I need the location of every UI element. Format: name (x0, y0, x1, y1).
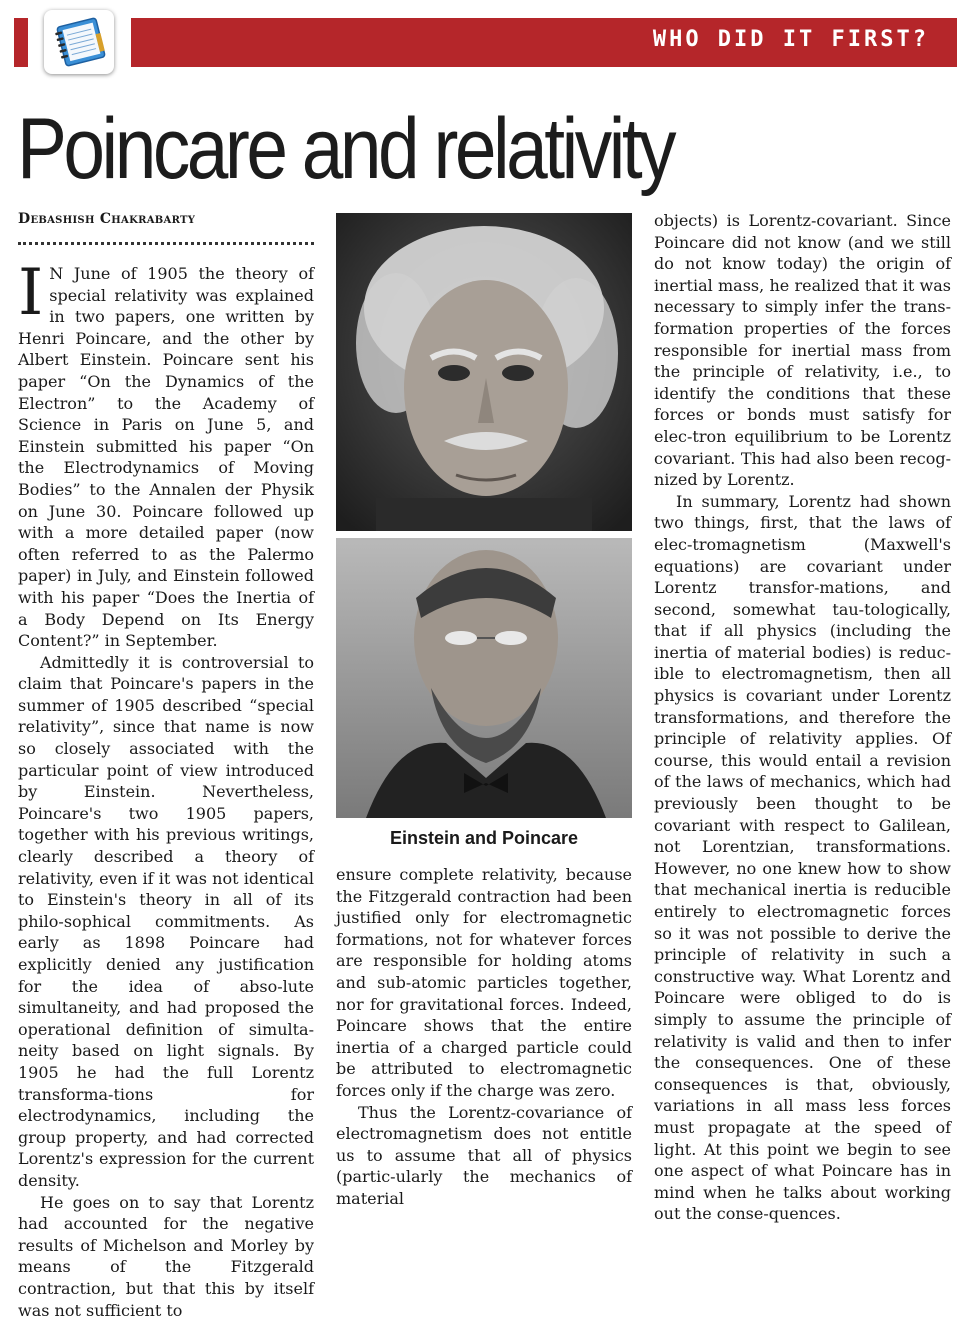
paragraph: In summary, Lorentz had shown two things, first, that the laws of elec-tromagnetism (Maxwell's equations) are covariant under Lorentz transfor-mations, and second, somewhat tau-tologically, that if all physics (including the inertia of material bodies) is reduc-ible to electromagnetism, then all physics is covariant under Lorentz transformations, and therefore the principle of relativity applies. Of course, this would entail a revision of the laws of mechanics, which had previously been thought to be covariant with respect to Galilean, not Lorentzian, transformations. However, no one knew how to show that mechanical inertia is reducible entirely to electromagnetic forces so it was not possible to derive the principle of relativity in such a constructive way. What Lorentz and Poincare were obliged to do is simply to assume the principle of relativity is valid and then to infer the consequences. One of these consequences is that, obviously, variations in all mass less forces must propagate at the speed of light. At this point we begin to see one aspect of what Poincare has in mind when he talks about working out the conse-quences. (654, 491, 951, 1224)
paragraph: He goes on to say that Lorentz had accounted for the negative results of Michelson and Morley by means of the Fitzgerald contraction, but that this by itself was not sufficient to (18, 1192, 314, 1320)
article-column-3 (654, 210, 951, 1225)
photo-caption: Einstein and Poincare (389, 828, 579, 848)
paragraph: I N June of 1905 the theory of special relativity was explained in two papers, one written by Henri Poincare, and the other by Albert Einstein. Poincare sent his paper “On the Dynamics of the Electron” to the Academy of Science in Paris on June 5, and Einstein submitted his paper “On the Electrodynamics of Moving Bodies” to the Annalen der Physik on June 30. Poincare followed up with a more detailed paper (now often referred to as the Palermo paper) in July, and Einstein followed with his paper “Does the Inertia of a Body Depend on Its Energy Content?” in September. (18, 256, 314, 651)
section-label: WHO DID IT FIRST? (652, 27, 929, 52)
notebook-icon (44, 10, 114, 74)
article-column-1 (18, 256, 314, 1321)
drop-cap: I (18, 256, 44, 330)
poincare-photo (336, 538, 632, 818)
paragraph: ensure complete relativity, because the Fitzgerald contraction had been justified only for electromagnetic formations, not for whatever forces are responsible for holding atoms and sub-atomic particles together, nor for gravitational forces. Indeed, Poincare shows that the entire inertia of a charged particle could be attributed to electromagnetic forces only if the charge was zero. (336, 865, 632, 1100)
article-column-2 (336, 864, 632, 1210)
dotted-divider (18, 239, 314, 245)
paragraph: Admittedly it is controversial to claim that Poincare's papers in the summer of 1905 described “special relativity”, since that name is now so closely associated with the particular point of view introduced by Einstein. Nevertheless, Poincare's two 1905 papers, together with his previous writings, clearly described a theory of relativity, even if it was not identical to Einstein's theory in all of its philo-sophical commitments. As early as 1898 Poincare had explicitly denied any justification for the idea of abso-lute simultaneity, and had proposed the operational definition of simulta-neity based on light signals. By 1905 he had the full Lorentz transforma-tions for electrodynamics, including the group property, and had corrected Lorentz's expression for the current density. (18, 652, 314, 1190)
einstein-photo (336, 213, 632, 531)
article-title: Poincare and relativity (17, 101, 674, 197)
author-byline: Debashish Chakrabarty (18, 211, 196, 227)
header-accent-bar (14, 18, 28, 67)
paragraph: objects) is Lorentz-covariant. Since Poincare did not know (and we still do not know today) the origin of inertial mass, he realized that it was necessary to simply infer the trans-formation properties of the forces responsible for inertial mass from the principle of relativity, i.e., to identify the conditions that these forces or bonds must satisfy for elec-tron equilibrium to be Lorentz covariant. This had also been recog-nized by Lorentz. (654, 211, 951, 490)
paragraph: Thus the Lorentz-covariance of electromagnetism does not entitle us to assume that all of physics (partic-ularly the mechanics of material (336, 1102, 632, 1208)
